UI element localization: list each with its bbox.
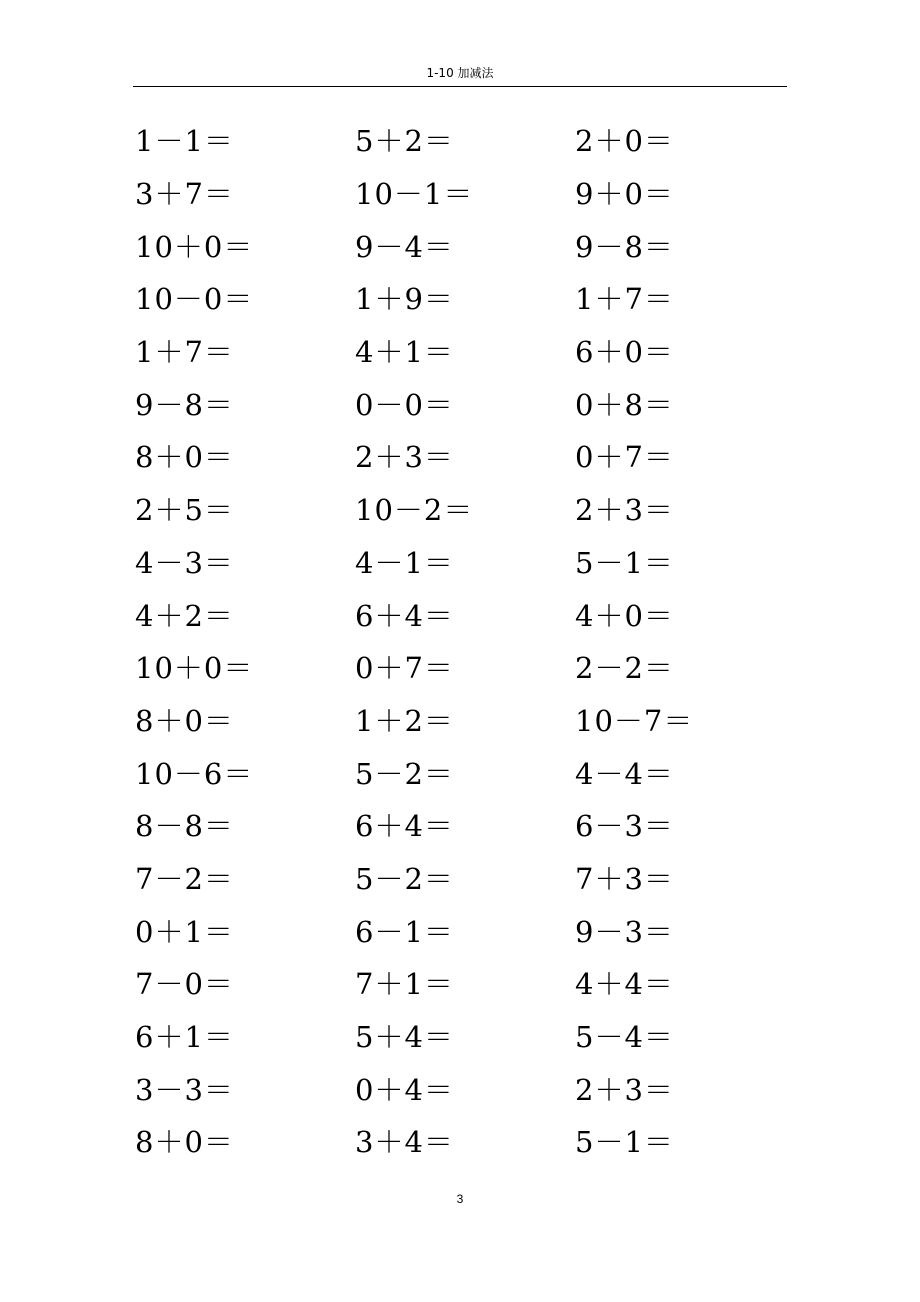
arithmetic-problem: 0＋1＝ <box>135 914 234 949</box>
problem-row <box>135 273 795 326</box>
arithmetic-problem: 4＋4＝ <box>575 967 674 1002</box>
arithmetic-problem: 10－6＝ <box>135 756 254 791</box>
arithmetic-problem: 2＋3＝ <box>575 493 674 528</box>
problem-row <box>135 484 795 537</box>
arithmetic-problem: 10－1＝ <box>355 177 474 212</box>
arithmetic-problem: 5－2＝ <box>355 861 454 896</box>
arithmetic-problem: 4－3＝ <box>135 545 234 580</box>
arithmetic-problem: 9－8＝ <box>135 387 234 422</box>
problem-row <box>135 220 795 273</box>
problem-row <box>135 905 795 958</box>
arithmetic-problem: 6＋4＝ <box>355 809 454 844</box>
arithmetic-problem: 2＋5＝ <box>135 493 234 528</box>
arithmetic-problem: 9＋0＝ <box>575 177 674 212</box>
problem-row <box>135 1011 795 1064</box>
arithmetic-problem: 0＋7＝ <box>355 651 454 686</box>
arithmetic-problem: 4＋0＝ <box>575 598 674 633</box>
arithmetic-problem: 10－2＝ <box>355 493 474 528</box>
arithmetic-problem: 5－1＝ <box>575 1125 674 1160</box>
arithmetic-problem: 2＋3＝ <box>575 1072 674 1107</box>
problem-row <box>135 853 795 906</box>
problem-row <box>135 695 795 748</box>
arithmetic-problem: 7＋1＝ <box>355 967 454 1002</box>
arithmetic-problem: 7＋3＝ <box>575 861 674 896</box>
arithmetic-problem: 2＋0＝ <box>575 124 674 159</box>
arithmetic-problem: 4－1＝ <box>355 545 454 580</box>
arithmetic-problem: 5－2＝ <box>355 756 454 791</box>
arithmetic-problem: 7－2＝ <box>135 861 234 896</box>
arithmetic-problem: 5－1＝ <box>575 545 674 580</box>
problem-row <box>135 378 795 431</box>
problem-row <box>135 115 795 168</box>
arithmetic-problem: 6＋0＝ <box>575 335 674 370</box>
arithmetic-problem: 2＋3＝ <box>355 440 454 475</box>
arithmetic-problem: 5－4＝ <box>575 1020 674 1055</box>
arithmetic-problem: 2－2＝ <box>575 651 674 686</box>
arithmetic-problem: 7－0＝ <box>135 967 234 1002</box>
problem-grid <box>135 115 795 1169</box>
problem-row <box>135 1063 795 1116</box>
arithmetic-problem: 4＋2＝ <box>135 598 234 633</box>
arithmetic-problem: 9－4＝ <box>355 229 454 264</box>
arithmetic-problem: 3－3＝ <box>135 1072 234 1107</box>
problem-row <box>135 1116 795 1169</box>
page-header <box>133 64 787 87</box>
arithmetic-problem: 8＋0＝ <box>135 440 234 475</box>
problem-row <box>135 326 795 379</box>
arithmetic-problem: 8＋0＝ <box>135 703 234 738</box>
arithmetic-problem: 0＋8＝ <box>575 387 674 422</box>
arithmetic-problem: 8＋0＝ <box>135 1125 234 1160</box>
arithmetic-problem: 8－8＝ <box>135 809 234 844</box>
arithmetic-problem: 3＋7＝ <box>135 177 234 212</box>
arithmetic-problem: 5＋4＝ <box>355 1020 454 1055</box>
arithmetic-problem: 9－8＝ <box>575 229 674 264</box>
arithmetic-problem: 3＋4＝ <box>355 1125 454 1160</box>
arithmetic-problem: 6－3＝ <box>575 809 674 844</box>
problem-row <box>135 642 795 695</box>
arithmetic-problem: 4－4＝ <box>575 756 674 791</box>
arithmetic-problem: 10＋0＝ <box>135 229 254 264</box>
arithmetic-problem: 0＋7＝ <box>575 440 674 475</box>
arithmetic-problem: 10－7＝ <box>575 703 694 738</box>
page-title: 1-10 加减法 <box>426 66 494 80</box>
problem-row <box>135 958 795 1011</box>
arithmetic-problem: 1－1＝ <box>135 124 234 159</box>
problem-row <box>135 747 795 800</box>
arithmetic-problem: 6＋4＝ <box>355 598 454 633</box>
arithmetic-problem: 10－0＝ <box>135 282 254 317</box>
problem-row <box>135 537 795 590</box>
problem-row <box>135 800 795 853</box>
arithmetic-problem: 9－3＝ <box>575 914 674 949</box>
arithmetic-problem: 10＋0＝ <box>135 651 254 686</box>
arithmetic-problem: 1＋9＝ <box>355 282 454 317</box>
problem-row <box>135 589 795 642</box>
arithmetic-problem: 1＋7＝ <box>135 335 234 370</box>
arithmetic-problem: 5＋2＝ <box>355 124 454 159</box>
problem-row <box>135 431 795 484</box>
arithmetic-problem: 4＋1＝ <box>355 335 454 370</box>
arithmetic-problem: 6－1＝ <box>355 914 454 949</box>
arithmetic-problem: 6＋1＝ <box>135 1020 234 1055</box>
arithmetic-problem: 0－0＝ <box>355 387 454 422</box>
arithmetic-problem: 1＋7＝ <box>575 282 674 317</box>
arithmetic-problem: 0＋4＝ <box>355 1072 454 1107</box>
arithmetic-problem: 1＋2＝ <box>355 703 454 738</box>
page-number: 3 <box>456 1192 464 1206</box>
problem-row <box>135 168 795 221</box>
